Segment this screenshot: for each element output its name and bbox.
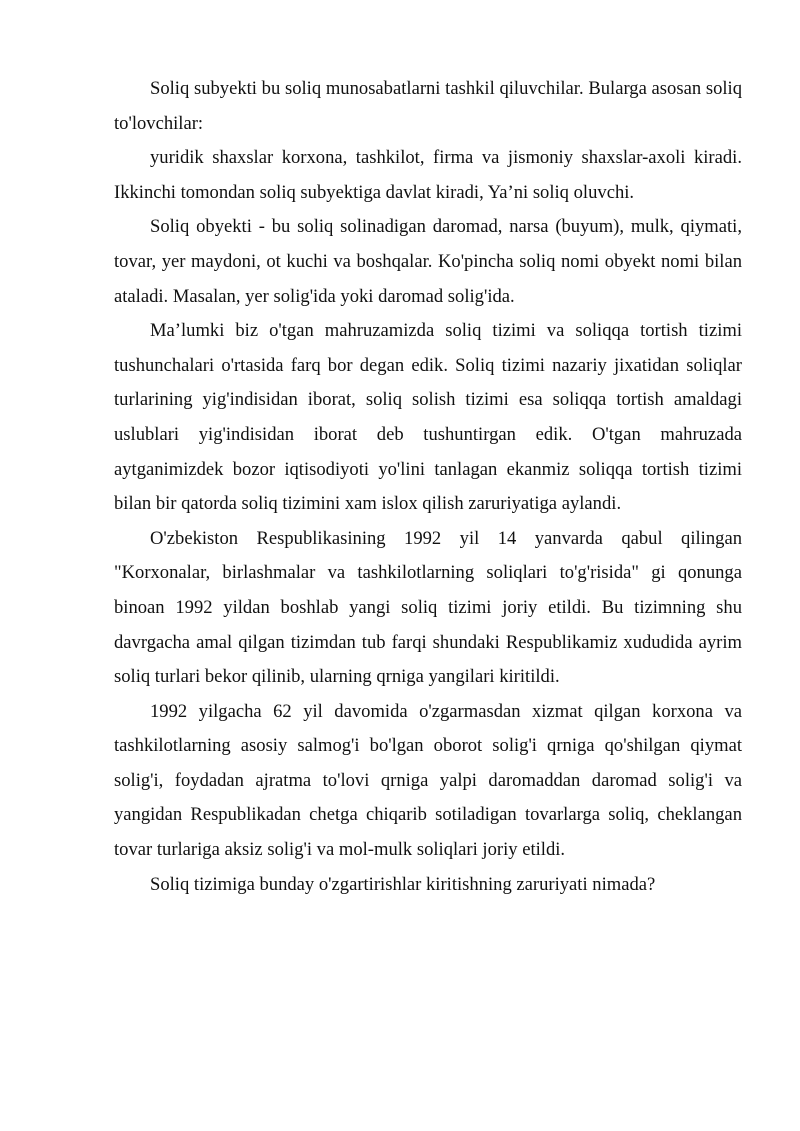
paragraph-soliq-obyekti: Soliq obyekti - bu soliq solinadigan daromad, narsa (buyum), mulk, qiymati, tovar, yer maydoni, ot kuchi va boshqalar. Ko'pincha soliq nomi obyekt nomi bilan ataladi. Masalan, yer solig'ida yoki daromad solig'ida. xyxy=(114,216,742,307)
paragraph-soliq-tizimi: Ma’lumki biz o'tgan mahruzamizda soliq tizimi va soliqqa tortish tizimi tushunchalari o'rtasida farq bor degan edik. Soliq tizimi nazariy jixatidan soliqlar turlarining yig'indisidan iborat, soliq solish tizimi esa soliqqa tortish amaldagi uslublari yig'indisidan iborat deb tushuntirgan edik. O'tgan mahruzada aytganimizdek bozor iqtisodiyoti yo'lini tanlagan ekanmiz soliqqa tortish tizimi bilan bir qatorda soliq tizimini xam islox qilish zaruriyatiga aylandi. xyxy=(114,320,742,515)
paragraph-1992-yilgacha: 1992 yilgacha 62 yil davomida o'zgarmasdan xizmat qilgan korxona va tashkilotlarning asosiy salmog'i bo'lgan oborot solig'i qrniga qo'shilgan qiymat solig'i, foydadan ajratma to'lovi qrniga yalpi daromaddan daromad solig'i va yangidan Respublikadan chetga chiqarib sotiladigan tovarlarga soliq, cheklangan tovar turlariga aksiz solig'i va mol-mulk soliqlari joriy etildi. xyxy=(114,700,742,861)
paragraph-soliq-subyekti: Soliq subyekti bu soliq munosabatlarni tashkil qiluvchilar. Bularga asosan soliq to'lovchilar: xyxy=(114,78,742,134)
paragraph-soliq-tolovchilar: yuridik shaxslar korxona, tashkilot, firma va jismoniy shaxslar-axoli kiradi. Ikkinchi tomondan soliq subyektiga davlat kiradi, Ya’ni soliq oluvchi. xyxy=(114,147,742,203)
paragraph-1992-qonun: O'zbekiston Respublikasining 1992 yil 14 yanvarda qabul qilingan "Korxonalar, birlashmalar va tashkilotlarning soliqlari to'g'risida" gi qonunga binoan 1992 yildan boshlab yangi soliq tizimi joriy etildi. Bu tizimning shu davrgacha amal qilgan tizimdan tub farqi shundaki Respublikamiz xududida ayrim soliq turlari bekor qilinib, ularning qrniga yangilari kiritildi. xyxy=(114,527,742,688)
document-page xyxy=(114,72,742,902)
paragraph-question: Soliq tizimiga bunday o'zgartirishlar kiritishning zaruriyati nimada? xyxy=(150,873,656,895)
